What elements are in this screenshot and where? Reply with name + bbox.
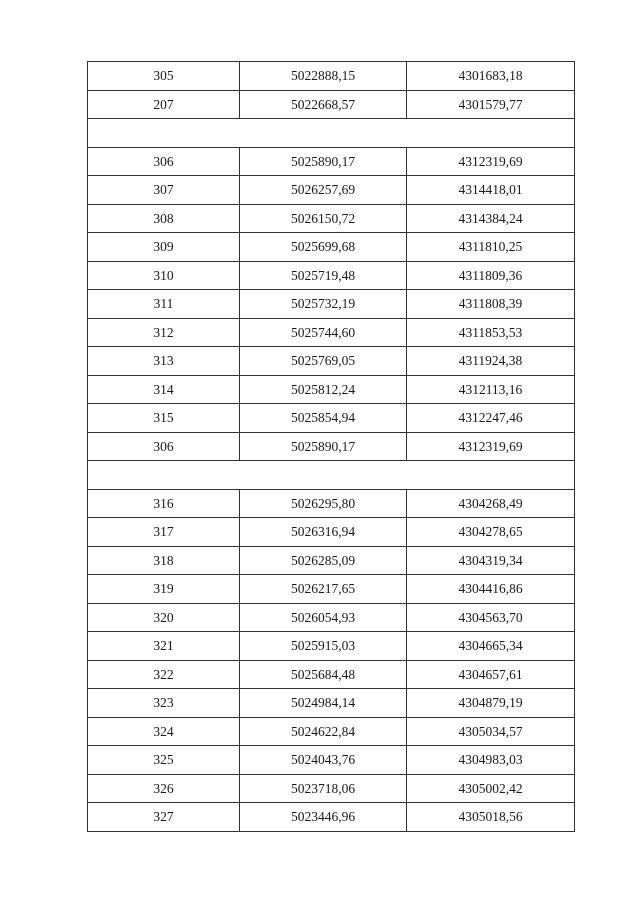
point-number-cell: 318 — [88, 546, 240, 575]
separator-cell — [88, 461, 575, 490]
separator-cell — [88, 119, 575, 148]
x-coordinate-cell: 5026150,72 — [240, 204, 407, 233]
x-coordinate-cell: 5023718,06 — [240, 774, 407, 803]
point-number-cell: 309 — [88, 233, 240, 262]
point-number-cell: 313 — [88, 347, 240, 376]
x-coordinate-cell: 5025719,48 — [240, 261, 407, 290]
y-coordinate-cell: 4304319,34 — [407, 546, 575, 575]
y-coordinate-cell: 4312319,69 — [407, 432, 575, 461]
coordinates-table — [87, 61, 575, 832]
table-row — [88, 660, 575, 689]
x-coordinate-cell: 5025684,48 — [240, 660, 407, 689]
y-coordinate-cell: 4301683,18 — [407, 62, 575, 91]
point-number-cell: 326 — [88, 774, 240, 803]
y-coordinate-cell: 4314384,24 — [407, 204, 575, 233]
table-row — [88, 62, 575, 91]
point-number-cell: 319 — [88, 575, 240, 604]
point-number-cell: 325 — [88, 746, 240, 775]
point-number-cell: 305 — [88, 62, 240, 91]
x-coordinate-cell: 5025915,03 — [240, 632, 407, 661]
table-row — [88, 375, 575, 404]
table-row — [88, 546, 575, 575]
table-row — [88, 774, 575, 803]
x-coordinate-cell: 5026054,93 — [240, 603, 407, 632]
point-number-cell: 322 — [88, 660, 240, 689]
y-coordinate-cell: 4304657,61 — [407, 660, 575, 689]
x-coordinate-cell: 5024622,84 — [240, 717, 407, 746]
x-coordinate-cell: 5026257,69 — [240, 176, 407, 205]
x-coordinate-cell: 5025732,19 — [240, 290, 407, 319]
y-coordinate-cell: 4305034,57 — [407, 717, 575, 746]
y-coordinate-cell: 4304879,19 — [407, 689, 575, 718]
x-coordinate-cell: 5026285,09 — [240, 546, 407, 575]
table-row — [88, 803, 575, 832]
section-separator-row — [88, 119, 575, 148]
x-coordinate-cell: 5025812,24 — [240, 375, 407, 404]
table-row — [88, 717, 575, 746]
point-number-cell: 323 — [88, 689, 240, 718]
point-number-cell: 312 — [88, 318, 240, 347]
x-coordinate-cell: 5023446,96 — [240, 803, 407, 832]
x-coordinate-cell: 5024984,14 — [240, 689, 407, 718]
point-number-cell: 308 — [88, 204, 240, 233]
coordinates-table-body — [88, 62, 575, 832]
x-coordinate-cell: 5025854,94 — [240, 404, 407, 433]
table-row — [88, 90, 575, 119]
table-row — [88, 432, 575, 461]
section-separator-row — [88, 461, 575, 490]
table-row — [88, 632, 575, 661]
point-number-cell: 306 — [88, 147, 240, 176]
y-coordinate-cell: 4312247,46 — [407, 404, 575, 433]
y-coordinate-cell: 4311809,36 — [407, 261, 575, 290]
table-row — [88, 233, 575, 262]
x-coordinate-cell: 5026316,94 — [240, 518, 407, 547]
table-row — [88, 261, 575, 290]
table-row — [88, 318, 575, 347]
table-row — [88, 204, 575, 233]
table-row — [88, 147, 575, 176]
table-row — [88, 176, 575, 205]
table-row — [88, 518, 575, 547]
y-coordinate-cell: 4311853,53 — [407, 318, 575, 347]
point-number-cell: 311 — [88, 290, 240, 319]
y-coordinate-cell: 4311808,39 — [407, 290, 575, 319]
table-row — [88, 489, 575, 518]
y-coordinate-cell: 4311810,25 — [407, 233, 575, 262]
y-coordinate-cell: 4304665,34 — [407, 632, 575, 661]
y-coordinate-cell: 4304563,70 — [407, 603, 575, 632]
y-coordinate-cell: 4304983,03 — [407, 746, 575, 775]
point-number-cell: 306 — [88, 432, 240, 461]
point-number-cell: 321 — [88, 632, 240, 661]
point-number-cell: 324 — [88, 717, 240, 746]
y-coordinate-cell: 4305002,42 — [407, 774, 575, 803]
point-number-cell: 320 — [88, 603, 240, 632]
table-row — [88, 603, 575, 632]
y-coordinate-cell: 4304268,49 — [407, 489, 575, 518]
y-coordinate-cell: 4304278,65 — [407, 518, 575, 547]
y-coordinate-cell: 4314418,01 — [407, 176, 575, 205]
point-number-cell: 317 — [88, 518, 240, 547]
x-coordinate-cell: 5025890,17 — [240, 432, 407, 461]
x-coordinate-cell: 5026295,80 — [240, 489, 407, 518]
table-row — [88, 746, 575, 775]
x-coordinate-cell: 5022668,57 — [240, 90, 407, 119]
y-coordinate-cell: 4312113,16 — [407, 375, 575, 404]
x-coordinate-cell: 5024043,76 — [240, 746, 407, 775]
point-number-cell: 310 — [88, 261, 240, 290]
table-row — [88, 404, 575, 433]
x-coordinate-cell: 5025769,05 — [240, 347, 407, 376]
x-coordinate-cell: 5025744,60 — [240, 318, 407, 347]
table-row — [88, 347, 575, 376]
y-coordinate-cell: 4311924,38 — [407, 347, 575, 376]
point-number-cell: 327 — [88, 803, 240, 832]
y-coordinate-cell: 4304416,86 — [407, 575, 575, 604]
point-number-cell: 315 — [88, 404, 240, 433]
y-coordinate-cell: 4305018,56 — [407, 803, 575, 832]
table-row — [88, 290, 575, 319]
x-coordinate-cell: 5025890,17 — [240, 147, 407, 176]
point-number-cell: 316 — [88, 489, 240, 518]
point-number-cell: 207 — [88, 90, 240, 119]
table-row — [88, 689, 575, 718]
x-coordinate-cell: 5022888,15 — [240, 62, 407, 91]
point-number-cell: 314 — [88, 375, 240, 404]
table-row — [88, 575, 575, 604]
y-coordinate-cell: 4301579,77 — [407, 90, 575, 119]
point-number-cell: 307 — [88, 176, 240, 205]
x-coordinate-cell: 5025699,68 — [240, 233, 407, 262]
y-coordinate-cell: 4312319,69 — [407, 147, 575, 176]
x-coordinate-cell: 5026217,65 — [240, 575, 407, 604]
